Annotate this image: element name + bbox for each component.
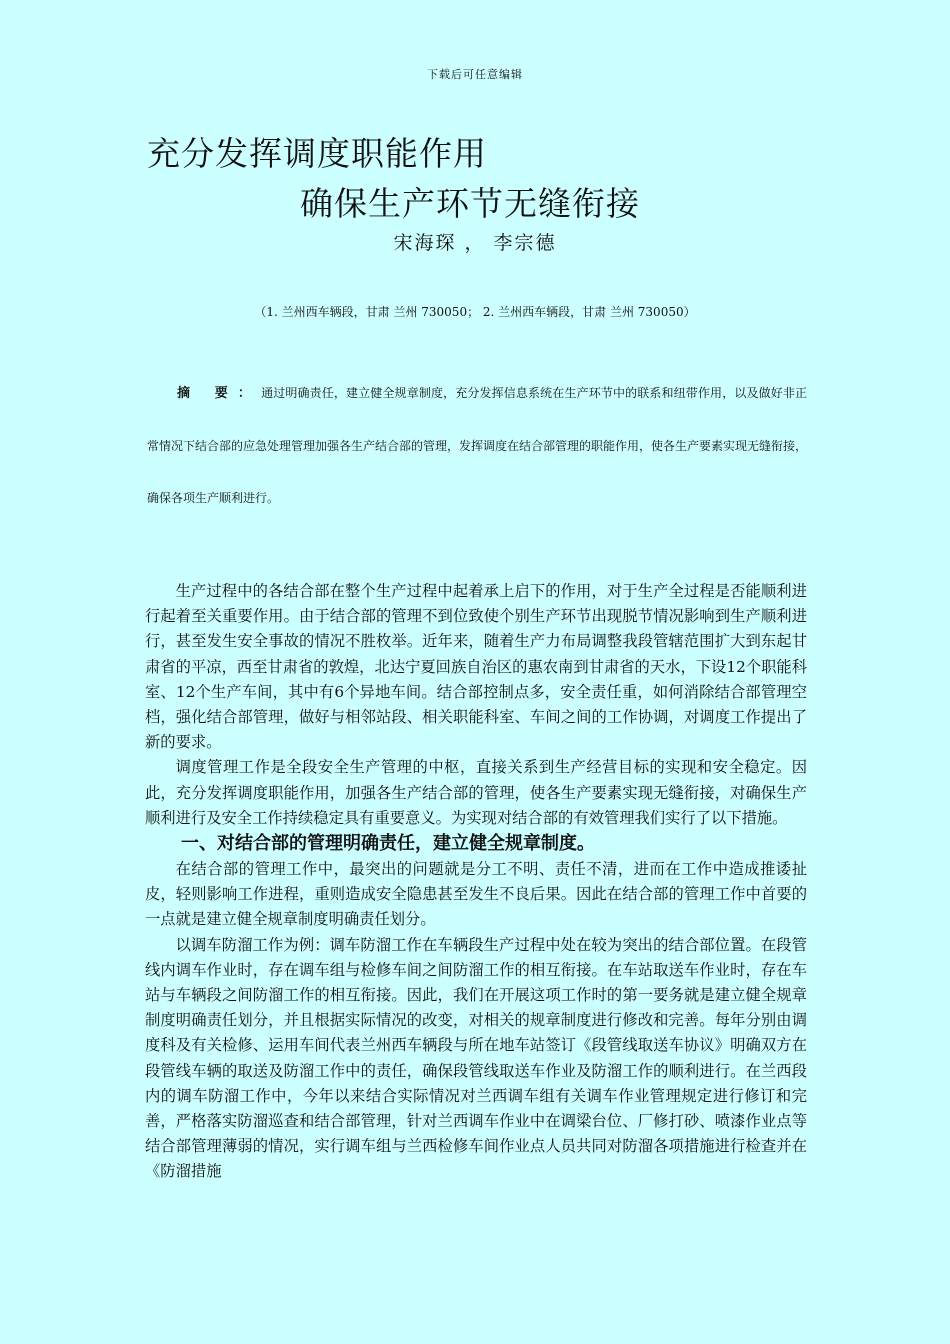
body-paragraph: 在结合部的管理工作中，最突出的问题就是分工不明、责任不清，进而在工作中造成推诿扯皮，轻则影响工作进程，重则造成安全隐患甚至发生不良后果。因此在结合部的管理工作中首要的一点就是建立健全规章制度明确责任划分。	[145, 860, 807, 929]
abstract	[147, 367, 807, 524]
body-paragraph: 调度管理工作是全段安全生产管理的中枢，直接关系到生产经营目标的实现和安全稳定。因此，充分发挥调度职能作用，加强各生产结合部的管理，使各生产要素实现无缝衔接，对确保生产顺利进行及安全工作持续稳定具有重要意义。为实现对结合部的有效管理我们实行了以下措施。	[145, 758, 807, 827]
abstract-label: 摘 要：	[177, 386, 262, 401]
section-heading: 一、对结合部的管理明确责任，建立健全规章制度。	[181, 833, 595, 855]
page-title-line1: 充分发挥调度职能作用	[147, 134, 487, 173]
page-title-line2: 确保生产环节无缝衔接	[300, 184, 640, 223]
header-note: 下载后可任意编辑	[427, 68, 523, 81]
body-paragraph: 以调车防溜工作为例：调车防溜工作在车辆段生产过程中处在较为突出的结合部位置。在段管线内调车作业时，存在调车组与检修车间之间防溜工作的相互衔接。在车站取送车作业时，存在车站与车辆段之间防溜工作的相互衔接。因此，我们在开展这项工作时的第一要务就是建立健全规章制度明确责任划分，并且根据实际情况的改变，对相关的规章制度进行修改和完善。每年分别由调度科及有关检修、运用车间代表兰州西车辆段与所在地车站签订《段管线取送车协议》明确双方在段管线车辆的取送及防溜工作中的责任，确保段管线取送车作业及防溜工作的顺利进行。在兰西段内的调车防溜工作中，今年以来结合实际情况对兰西调车组有关调车作业管理规定进行修订和完善，严格落实防溜巡查和结合部管理，针对兰西调车作业中在调梁台位、厂修打砂、喷漆作业点等结合部管理薄弱的情况，实行调车组与兰西检修车间作业点人员共同对防溜各项措施进行检查并在《防溜措施	[145, 935, 807, 1181]
affiliation: （1. 兰州西车辆段，甘肃 兰州 730050； 2. 兰州西车辆段，甘肃 兰州 730050）	[254, 305, 696, 319]
body-paragraph: 生产过程中的各结合部在整个生产过程中起着承上启下的作用，对于生产全过程是否能顺利进行起着至关重要作用。由于结合部的管理不到位致使个别生产环节出现脱节情况影响到生产顺利进行，甚至发生安全事故的情况不胜枚举。近年来，随着生产力布局调整我段管辖范围扩大到东起甘肃省的平凉，西至甘肃省的敦煌，北达宁夏回族自治区的惠农南到甘肃省的天水，下设12个职能科室、12个生产车间，其中有6个异地车间。结合部控制点多，安全责任重，如何消除结合部管理空档，强化结合部管理，做好与相邻站段、相关职能科室、车间之间的工作协调，对调度工作提出了新的要求。	[145, 582, 807, 752]
body-text	[145, 579, 807, 1185]
authors: 宋海琛 ， 李宗德	[393, 232, 557, 254]
abstract-text: 通过明确责任，建立健全规章制度，充分发挥信息系统在生产环节中的联系和纽带作用，以及做好非正常情况下结合部的应急处理管理加强各生产结合部的管理，发挥调度在结合部管理的职能作用，使各生产要素实现无缝衔接，确保各项生产顺利进行。	[147, 386, 808, 505]
